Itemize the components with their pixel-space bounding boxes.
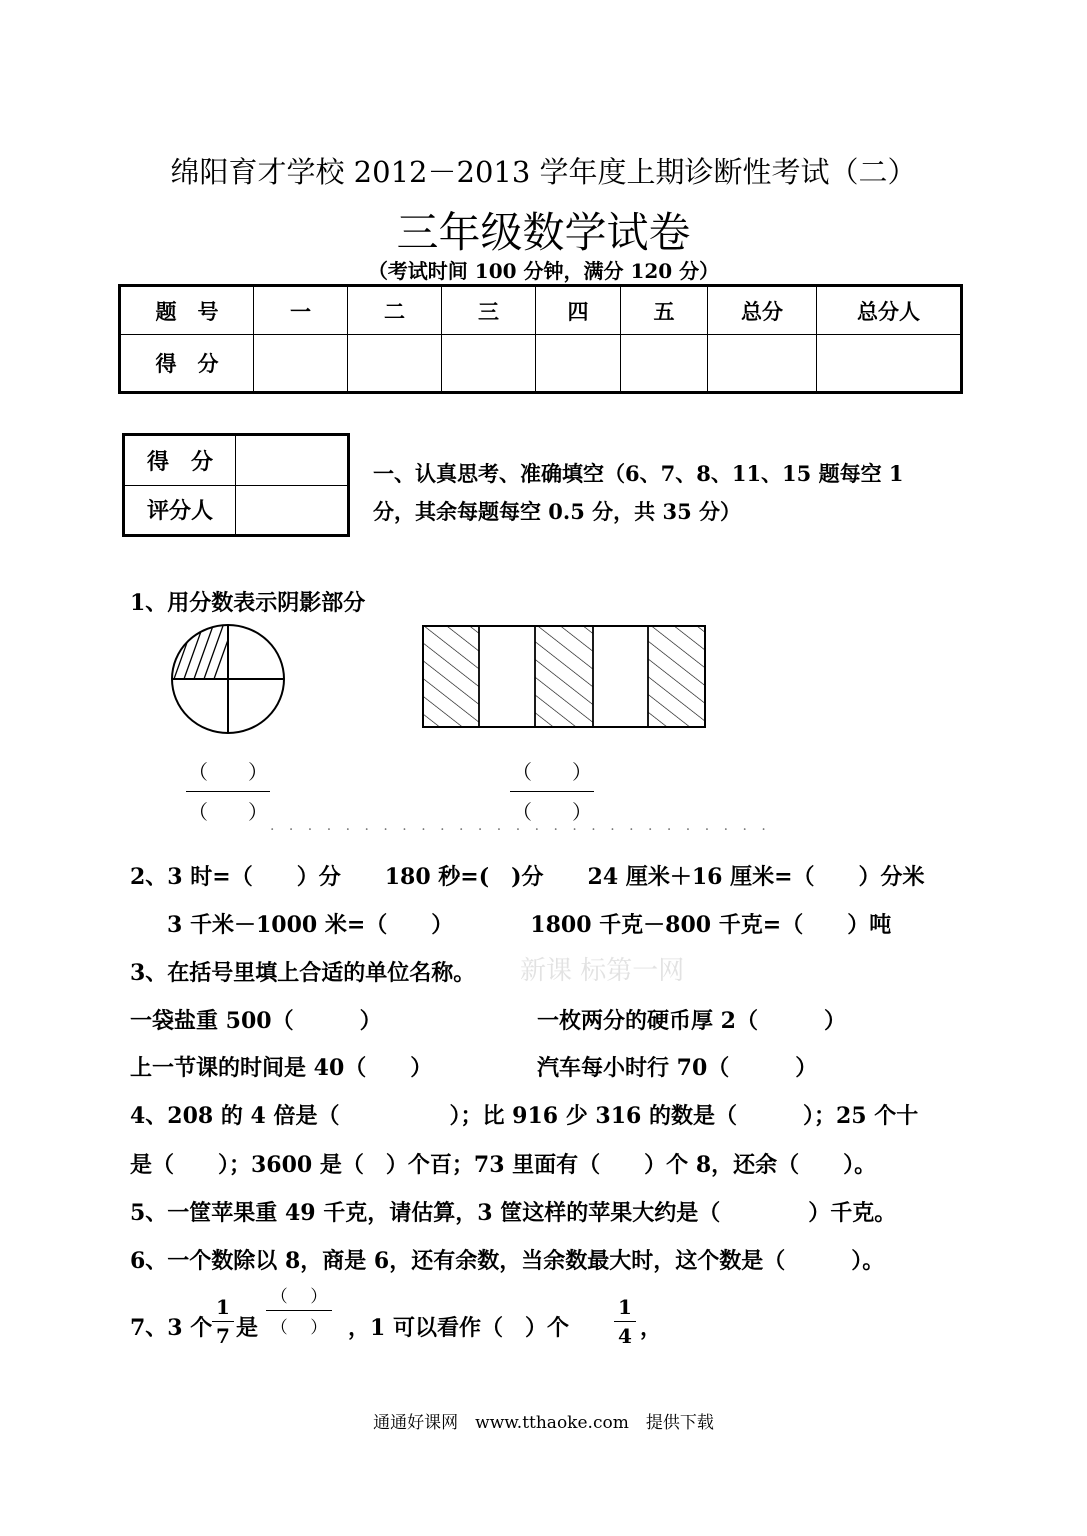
score-cell[interactable] bbox=[708, 335, 817, 393]
q1-answer-fraction-2 bbox=[510, 756, 594, 825]
q7-fraction-1-4 bbox=[614, 1296, 636, 1347]
score-header-cell: 五 bbox=[621, 286, 708, 335]
score-cell[interactable] bbox=[348, 335, 442, 393]
grader-name-cell[interactable] bbox=[236, 485, 349, 536]
fraction-denominator-blank[interactable]: （ ） bbox=[188, 800, 268, 824]
score-header-cell: 题 号 bbox=[120, 286, 254, 335]
rect-shaded-part bbox=[423, 626, 479, 727]
q7-answer-fraction bbox=[266, 1282, 332, 1338]
fraction-denominator: 7 bbox=[216, 1324, 230, 1348]
fraction-numerator: 1 bbox=[618, 1295, 632, 1319]
score-cell[interactable] bbox=[254, 335, 348, 393]
subject-title: 三年级数学试卷 bbox=[396, 208, 691, 257]
question-1: 1、用分数表示阴影部分 bbox=[130, 590, 366, 616]
question-3b-left: 上一节课的时间是 40（ ） bbox=[130, 1055, 433, 1081]
fraction-numerator-blank[interactable]: （ ） bbox=[270, 1287, 328, 1307]
fraction-denominator-blank[interactable]: （ ） bbox=[270, 1318, 328, 1338]
fraction-numerator-blank[interactable]: （ ） bbox=[512, 760, 592, 784]
question-3a-left: 一袋盐重 500（ ） bbox=[130, 1008, 382, 1034]
score-header-cell: 二 bbox=[348, 286, 442, 335]
q1-answer-fraction-1 bbox=[186, 756, 270, 825]
rect-shaded-part bbox=[648, 626, 705, 727]
score-header-cell: 总分 bbox=[708, 286, 817, 335]
score-header-row bbox=[120, 286, 962, 335]
score-header-cell: 一 bbox=[254, 286, 348, 335]
question-2-line1: 2、3 时=（ ）分 180 秒=( )分 24 厘米＋16 厘米=（ ）分米 bbox=[130, 864, 925, 890]
rect-shaded-part bbox=[535, 626, 593, 727]
score-header-cell: 总分人 bbox=[817, 286, 962, 335]
question-3a-right: 一枚两分的硬币厚 2（ ） bbox=[537, 1008, 846, 1034]
fraction-numerator: 1 bbox=[216, 1295, 230, 1319]
score-cell[interactable] bbox=[536, 335, 621, 393]
score-value-row bbox=[120, 335, 962, 393]
section1-line2: 分，其余每题每空 0.5 分，共 35 分） bbox=[373, 499, 742, 524]
fraction-numerator-blank[interactable]: （ ） bbox=[188, 760, 268, 784]
score-row-label: 得 分 bbox=[120, 335, 254, 393]
watermark-text: 新课 标第一网 bbox=[520, 956, 685, 986]
exam-note: （考试时间 100 分钟，满分 120 分） bbox=[367, 259, 720, 283]
grader-box bbox=[122, 433, 350, 537]
score-cell[interactable] bbox=[817, 335, 962, 393]
score-header-cell: 三 bbox=[442, 286, 536, 335]
question-3: 3、在括号里填上合适的单位名称。 bbox=[130, 960, 476, 986]
question-3b-right: 汽车每小时行 70（ ） bbox=[537, 1055, 818, 1081]
fraction-denominator: 4 bbox=[618, 1324, 632, 1348]
question-4-line1: 4、208 的 4 倍是（ ）；比 916 少 316 的数是（ ）；25 个十 bbox=[130, 1103, 919, 1129]
school-line: 绵阳育才学校 2012－2013 学年度上期诊断性考试（二） bbox=[170, 155, 917, 189]
grader-name-label: 评分人 bbox=[124, 485, 236, 536]
score-table bbox=[118, 284, 963, 394]
rectangle-figure bbox=[421, 624, 707, 729]
question-2-line2: 3 千米－1000 米=（ ） 1800 千克－800 千克=（ ）吨 bbox=[167, 912, 892, 938]
score-header-cell: 四 bbox=[536, 286, 621, 335]
section1-line1: 一、认真思考、准确填空（6、7、8、11、15 题每空 1 bbox=[373, 461, 904, 486]
question-7-end: ， bbox=[640, 1315, 663, 1341]
grader-score-label: 得 分 bbox=[124, 435, 236, 486]
question-6: 6、一个数除以 8，商是 6，还有余数，当余数最大时，这个数是（ ）。 bbox=[130, 1248, 885, 1274]
score-cell[interactable] bbox=[442, 335, 536, 393]
question-5: 5、一筐苹果重 49 千克，请估算，3 筐这样的苹果大约是（ ）千克。 bbox=[130, 1200, 897, 1226]
score-cell[interactable] bbox=[621, 335, 708, 393]
dotted-separator: · · · · · · · · · · · · · · · · · · · · · · · · · · · bbox=[270, 822, 771, 838]
grader-score-cell[interactable] bbox=[236, 435, 349, 486]
fraction-denominator-blank[interactable]: （ ） bbox=[512, 800, 592, 824]
question-7-prefix: 7、3 个 bbox=[130, 1315, 213, 1341]
circle-figure bbox=[170, 623, 288, 737]
question-7-post: ，1 可以看作（ ）个 bbox=[348, 1315, 569, 1341]
question-4-line2: 是（ ）；3600 是（ ）个百；73 里面有（ ）个 8，还余（ ）。 bbox=[130, 1152, 877, 1178]
q7-fraction-1-7 bbox=[212, 1296, 234, 1347]
page-footer: 通通好课网 www.tthaoke.com 提供下载 bbox=[373, 1413, 714, 1433]
question-7-mid: 是 bbox=[236, 1315, 259, 1341]
section1-heading bbox=[373, 455, 904, 531]
